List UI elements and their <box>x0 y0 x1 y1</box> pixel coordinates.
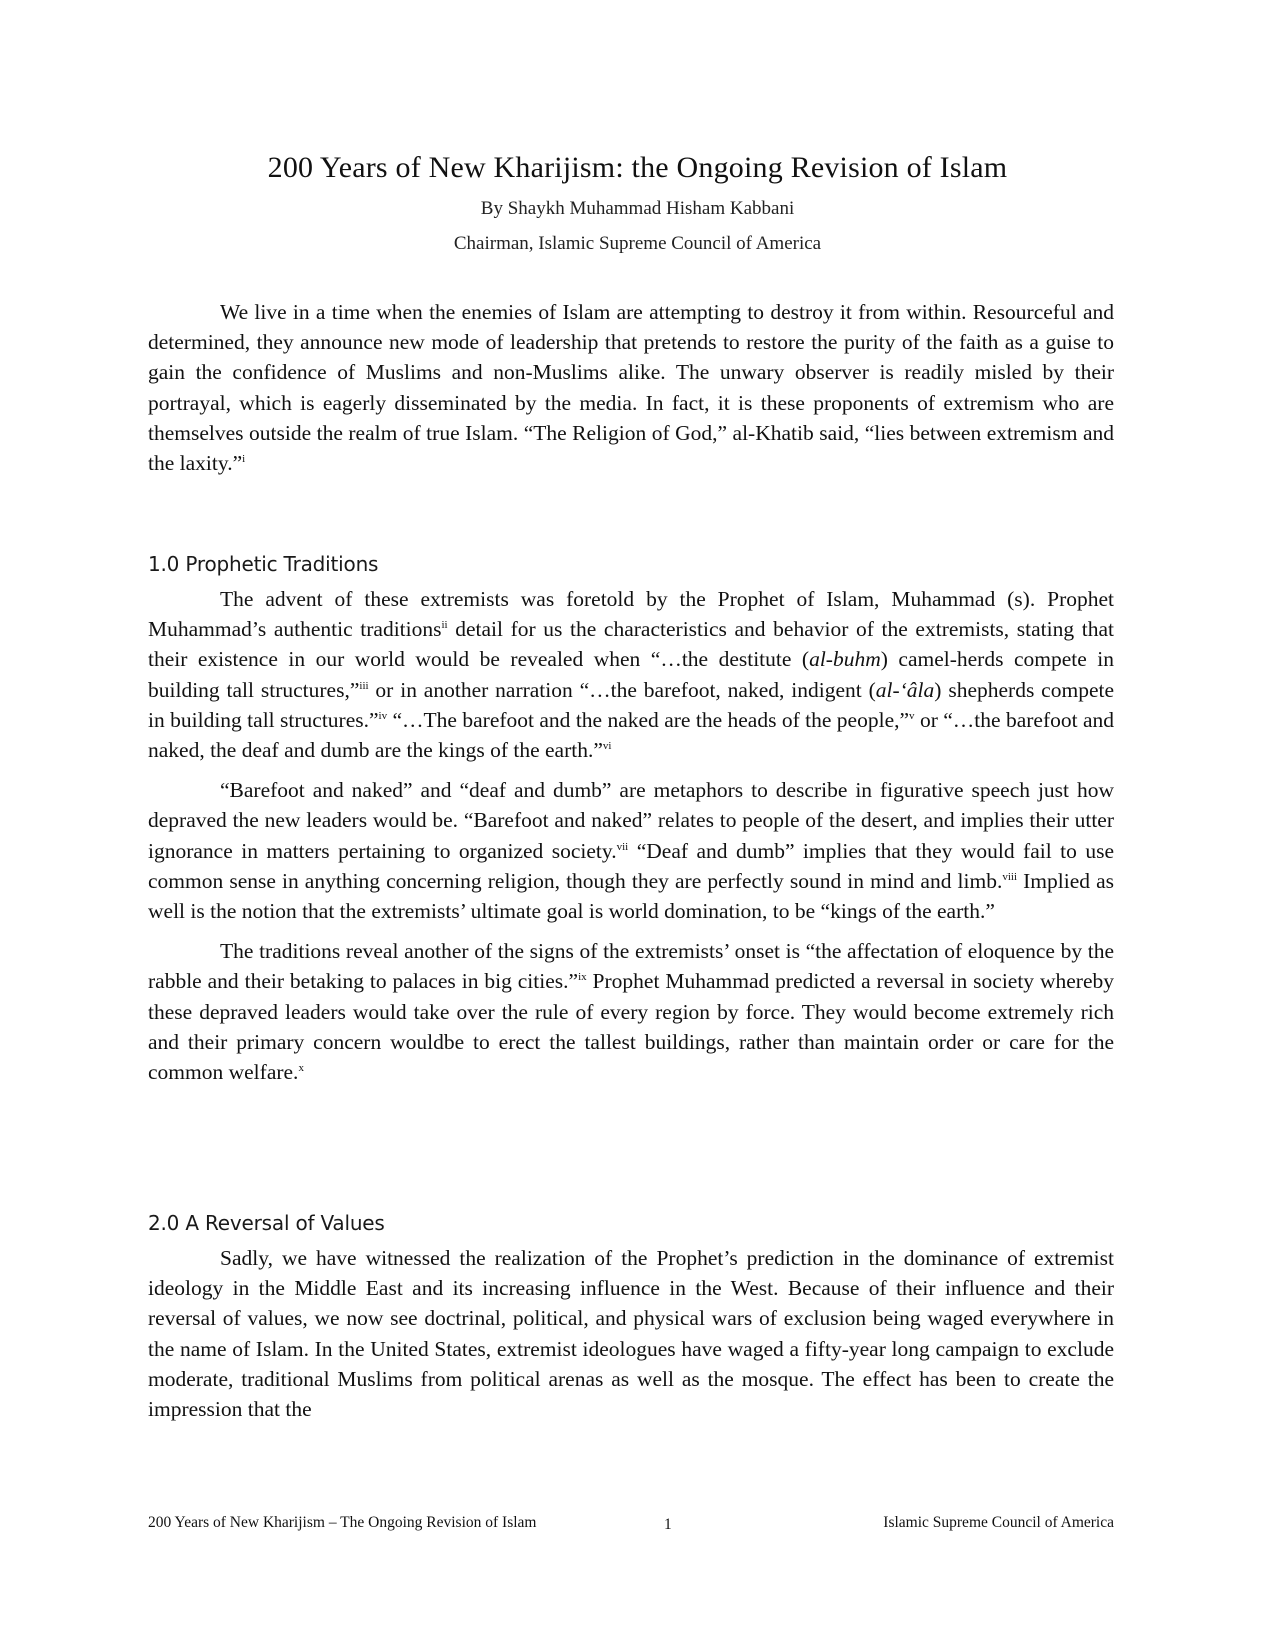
text-run: detail for us the characteristics and behavior of the extremists, stating that their existence in our world would be revealed when “…the destitute ( <box>148 617 1114 672</box>
paragraph <box>148 936 1114 1087</box>
section-prophetic-traditions <box>148 584 1114 1087</box>
text-run: or in another narration “…the barefoot, naked, indigent ( <box>368 677 876 702</box>
text-run: The traditions reveal another of the signs of the extremists’ onset is “the affectation of eloquence by the rabble and their betaking to palaces in big cities.” <box>148 939 1114 994</box>
document-title: 200 Years of New Kharijism: the Ongoing Revision of Islam <box>267 151 1008 184</box>
text-run: ) shepherds compete in building tall structures.” <box>148 677 1115 732</box>
footer-title: 200 Years of New Kharijism – The Ongoing Revision of Islam <box>148 1514 537 1531</box>
section-heading-prophetic-traditions: 1.0 Prophetic Traditions <box>148 552 379 576</box>
intro-text: We live in a time when the enemies of Islam are attempting to destroy it from within. Resourceful and determined, they announce new mode of leadership that pretends to restore the purity of the faith as a guise to gain the confidence of Muslims and non-Muslims alike. The unwary observer is readily misled by their portrayal, which is eagerly disseminated by the media. In fact, it is these proponents of extremism who are themselves outside the realm of true Islam. “The Religion of God,” al-Khatib said, “lies between extremism and the laxity.” <box>148 300 1114 476</box>
document-header <box>0 148 1275 257</box>
text-run: Implied as well is the notion that the extremists’ ultimate goal is world domination, to be “kings of the earth.” <box>148 868 1114 924</box>
paragraph <box>148 775 1114 926</box>
paragraph: Sadly, we have witnessed the realization of the Prophet’s prediction in the dominance of extremist ideology in the Middle East and its increasing influence in the West. Because of their influence and their reversal of values, we now see doctrinal, political, and physical wars of exclusion being waged everywhere in the name of Islam. In the United States, extremist ideologues have waged a fifty-year long campaign to exclude moderate, traditional Muslims from political arenas as well as the mosque. The effect has been to create the impression that the <box>148 1246 1114 1422</box>
transliterated-term: al-buhm <box>809 647 881 672</box>
author-affiliation: Chairman, Islamic Supreme Council of America <box>453 233 822 254</box>
endnote-ref[interactable]: i <box>242 452 246 465</box>
page-number: 1 <box>664 1516 672 1533</box>
section-heading-reversal-of-values: 2.0 A Reversal of Values <box>148 1211 385 1235</box>
endnote-ref[interactable]: vi <box>602 739 612 752</box>
endnote-ref[interactable]: iv <box>378 709 388 722</box>
intro-section <box>148 297 1114 478</box>
section-reversal-of-values <box>148 1243 1114 1424</box>
paragraph <box>148 584 1114 765</box>
text-run: ) camel-herds compete in building tall structures,” <box>148 647 1114 702</box>
endnote-ref[interactable]: vii <box>616 840 629 853</box>
endnote-ref[interactable]: v <box>909 709 915 722</box>
transliterated-term: al-‘âla <box>875 677 935 702</box>
text-run: or “…the barefoot and naked, the deaf and dumb are the kings of the earth.” <box>148 707 1115 763</box>
intro-paragraph <box>148 297 1114 478</box>
endnote-ref[interactable]: iii <box>359 679 369 692</box>
footer-organization: Islamic Supreme Council of America <box>883 1514 1114 1531</box>
endnote-ref[interactable]: ix <box>578 971 587 984</box>
endnote-ref[interactable]: ii <box>441 619 448 632</box>
endnote-ref[interactable]: viii <box>1002 870 1018 883</box>
text-run: “Barefoot and naked” and “deaf and dumb” are metaphors to describe in figurative speech just how depraved the new leaders would be. “Barefoot and naked” relates to people of the desert, and implies their utter ignorance in matters pertaining to organized society. <box>148 778 1114 863</box>
endnote-ref[interactable]: x <box>298 1061 304 1074</box>
text-run: Prophet Muhammad predicted a reversal in society whereby these depraved leaders would take over the rule of every region by force. They would become extremely rich and their primary concern wouldbe to erect the tallest buildings, rather than maintain order or care for the common welfare. <box>148 969 1114 1085</box>
text-run: “…The barefoot and the naked are the heads of the people,” <box>387 707 910 732</box>
author-byline: By Shaykh Muhammad Hisham Kabbani <box>480 198 795 219</box>
text-run: “Deaf and dumb” implies that they would fail to use common sense in anything concerning religion, though they are perfectly sound in mind and limb. <box>148 838 1114 893</box>
text-run: The advent of these extremists was foretold by the Prophet of Islam, Muhammad (s). Prophet Muhammad’s authentic traditions <box>148 587 1114 642</box>
